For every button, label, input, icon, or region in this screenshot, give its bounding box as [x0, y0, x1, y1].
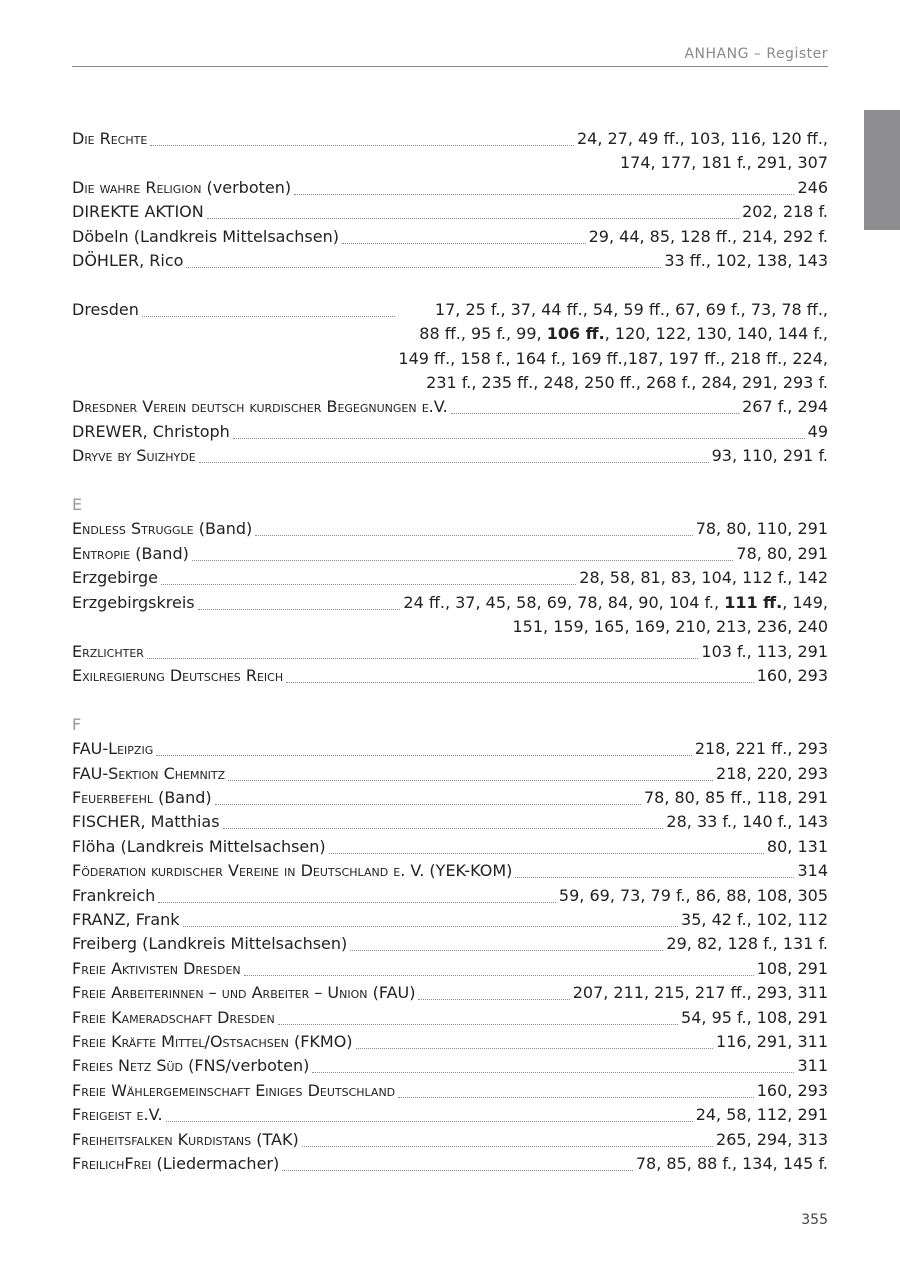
page-references: [767, 835, 828, 859]
page-references: [573, 981, 828, 1005]
page-reference-line: 28, 58, 81, 83, 104, 112 f., 142: [579, 568, 828, 588]
page-references: [716, 762, 828, 786]
index-term: Dryve by Suizhyde: [72, 446, 196, 466]
page-reference-line: 54, 95 f., 108, 291: [681, 1007, 828, 1027]
section-letter: E: [72, 495, 83, 515]
dot-leader: [278, 1006, 678, 1025]
index-term: Dresden: [72, 299, 139, 319]
page-reference-line: 29, 82, 128 f., 131 f.: [666, 934, 828, 954]
page-reference-line: 311: [797, 1056, 828, 1076]
section-gap: [72, 688, 828, 712]
index-entry: [72, 1079, 828, 1103]
index-term: Freie Aktivisten Dresden: [72, 958, 241, 978]
index-term: Freiheitsfalken Kurdistans (TAK): [72, 1129, 299, 1149]
page-reference-line: 103 f., 113, 291: [701, 641, 828, 661]
index-term: Flöha (Landkreis Mittelsachsen): [72, 836, 326, 856]
dot-leader: [342, 225, 586, 244]
dot-leader: [350, 932, 663, 951]
dot-leader: [142, 298, 396, 317]
dot-leader: [147, 640, 698, 659]
index-term: Döbeln (Landkreis Mittelsachsen): [72, 226, 339, 246]
page-reference-line: 207, 211, 215, 217 ff., 293, 311: [572, 983, 828, 1003]
page-reference-line: 78, 80, 291: [736, 543, 828, 563]
index-entry: [72, 908, 828, 932]
section-letter: F: [72, 714, 82, 734]
page-references: [666, 810, 828, 834]
page-reference-line: 29, 44, 85, 128 ff., 214, 292 f.: [588, 226, 828, 246]
page-references: [742, 200, 828, 224]
dot-leader: [156, 737, 692, 756]
dot-leader: [312, 1054, 794, 1073]
page-reference-line: 80, 131: [766, 836, 828, 856]
page-references: [797, 859, 828, 883]
index-term: Erzgebirge: [72, 568, 158, 588]
index-term: DREWER, Christoph: [72, 421, 230, 441]
page-reference-line: 17, 25 f., 37, 44 ff., 54, 59 ff., 67, 69 f., 73, 78 ff.,: [434, 299, 828, 319]
page-number: 355: [801, 1212, 828, 1228]
page-reference-line: 108, 291: [756, 958, 828, 978]
index-term: FAU-Leipzig: [72, 739, 154, 759]
index-entry: [72, 762, 828, 786]
index-entry: [72, 835, 828, 859]
index-entry: [72, 420, 828, 444]
index-term: DÖHLER, Rico: [72, 251, 184, 271]
index-term: Frankreich: [72, 885, 156, 905]
dot-leader: [186, 249, 661, 268]
page-reference-line: 265, 294, 313: [716, 1129, 828, 1149]
dot-leader: [198, 591, 401, 610]
index-term: Erzgebirgskreis: [72, 592, 195, 612]
dot-leader: [418, 981, 569, 1000]
dot-leader: [161, 566, 576, 585]
page-reference-line: 149 ff., 158 f., 164 f., 169 ff.,187, 197 ff., 218 ff., 224,: [398, 348, 828, 368]
page-references: [696, 517, 828, 541]
page-reference-line: 174, 177, 181 f., 291, 307: [619, 153, 828, 173]
page-references: [681, 908, 828, 932]
page-references: [636, 1152, 828, 1176]
page-references: [757, 1079, 828, 1103]
page-reference-line: 33 ff., 102, 138, 143: [664, 251, 828, 271]
index-term: Erzlichter: [72, 641, 144, 661]
index-term: Die Rechte: [72, 129, 148, 148]
index-entry: [72, 1152, 828, 1176]
page-references: [664, 249, 828, 273]
dot-leader: [244, 957, 754, 976]
page-references: [716, 1128, 828, 1152]
index-term: Freie Arbeiterinnen – und Arbeiter – Union (FAU): [72, 983, 416, 1003]
dot-leader: [233, 420, 805, 439]
dot-leader: [166, 1103, 693, 1122]
page-references: [589, 225, 828, 249]
page-references: [797, 176, 828, 200]
dot-leader: [294, 176, 794, 195]
page-references: [681, 1006, 828, 1030]
index-entry: [72, 810, 828, 834]
index-entry: [72, 1128, 828, 1152]
page-reference-line: 202, 218 f.: [742, 202, 828, 222]
dot-leader: [150, 127, 574, 146]
dot-leader: [329, 835, 764, 854]
index-entry: [72, 517, 828, 541]
thumb-index-tab: [864, 110, 900, 230]
section-gap: [72, 469, 828, 493]
page-reference-line: 246: [797, 177, 828, 197]
index-entry: [72, 884, 828, 908]
index-term: Dresdner Verein deutsch kurdischer Begegnungen e.V.: [72, 397, 448, 417]
index-entry: [72, 566, 828, 590]
index-entry: [72, 1054, 828, 1078]
index-entry: [72, 542, 828, 566]
page-reference-line: 49: [807, 421, 828, 441]
index-entry: [72, 664, 828, 688]
dot-leader: [286, 664, 754, 683]
index-term: Föderation kurdischer Vereine in Deutschland e. V. (YEK-KOM): [72, 861, 513, 881]
page-references: [757, 664, 828, 688]
index-entry: [72, 127, 828, 176]
dot-leader: [255, 517, 692, 536]
page-references: [666, 932, 828, 956]
index-term: Feuerbefehl (Band): [72, 787, 212, 807]
index-term: Freigeist e.V.: [72, 1105, 163, 1125]
index-entry: [72, 1103, 828, 1127]
page-reference-line: 218, 221 ff., 293: [694, 739, 828, 759]
page-references: [644, 786, 828, 810]
index-entry: [72, 395, 828, 419]
dot-leader: [223, 810, 664, 829]
page-references: [695, 737, 828, 761]
page-reference-line: 151, 159, 165, 169, 210, 213, 236, 240: [512, 617, 828, 637]
index-entry: [72, 1030, 828, 1054]
page-reference-line: 160, 293: [756, 665, 828, 685]
page-reference-line: 267 f., 294: [742, 397, 828, 417]
page-reference-line: 160, 293: [756, 1080, 828, 1100]
index-entry: [72, 249, 828, 273]
page-references: [757, 957, 828, 981]
page-reference-line: 231 f., 235 ff., 248, 250 ff., 268 f., 284, 291, 293 f.: [426, 373, 828, 393]
index-term: FISCHER, Matthias: [72, 812, 220, 832]
page-references: [398, 298, 828, 396]
index-entry: [72, 640, 828, 664]
dot-leader: [215, 786, 641, 805]
index-entry: [72, 932, 828, 956]
page-references: [559, 884, 828, 908]
page-reference-line: 24, 27, 49 ff., 103, 116, 120 ff.,: [576, 129, 828, 148]
dot-leader: [192, 542, 734, 561]
index-term: Exilregierung Deutsches Reich: [72, 665, 284, 685]
page-references: [797, 1054, 828, 1078]
running-header: ANHANG – Register: [684, 46, 828, 62]
page-reference-line: 59, 69, 73, 79 f., 86, 88, 108, 305: [558, 885, 828, 905]
page-references: [696, 1103, 828, 1127]
dot-leader: [451, 395, 739, 414]
index-entry: [72, 859, 828, 883]
dot-leader: [207, 200, 739, 219]
page-references: [579, 566, 828, 590]
index-term: Die wahre Religion (verboten): [72, 177, 292, 197]
index-entry: [72, 298, 828, 396]
header-rule: [72, 66, 828, 67]
dot-leader: [302, 1128, 713, 1147]
index-entry: [72, 225, 828, 249]
page-references: [716, 1030, 828, 1054]
section-gap: [72, 273, 828, 297]
index-entry: [72, 444, 828, 468]
index-term: Endless Struggle (Band): [72, 519, 253, 539]
index-entry: [72, 981, 828, 1005]
index-term: FRANZ, Frank: [72, 909, 180, 929]
index-term: Freie Kräfte Mittel/Ostsachsen (FKMO): [72, 1031, 353, 1051]
dot-leader: [228, 762, 713, 781]
index-term: FAU-Sektion Chemnitz: [72, 763, 226, 783]
page-reference-line: 218, 220, 293: [716, 763, 828, 783]
dot-leader: [199, 444, 709, 463]
page-references: [403, 591, 828, 640]
page-references: [701, 640, 828, 664]
dot-leader: [356, 1030, 713, 1049]
index-term: FreilichFrei (Liedermacher): [72, 1154, 280, 1174]
index-term: Freies Netz Süd (FNS/verboten): [72, 1056, 310, 1076]
index-term: DIREKTE AKTION: [72, 202, 204, 222]
dot-leader: [515, 859, 794, 878]
page-reference-line: 35, 42 f., 102, 112: [681, 909, 828, 929]
index-term: Freie Wählergemeinschaft Einiges Deutschland: [72, 1080, 396, 1100]
page-references: [577, 127, 828, 176]
index-entry: [72, 176, 828, 200]
page-reference-line: 78, 80, 85 ff., 118, 291: [643, 787, 828, 807]
page-reference-line: 24, 58, 112, 291: [695, 1105, 828, 1125]
index-entry: [72, 200, 828, 224]
page-reference-line: 78, 85, 88 f., 134, 145 f.: [635, 1154, 828, 1174]
page-reference-line: 78, 80, 110, 291: [695, 519, 828, 539]
page-references: [808, 420, 828, 444]
dot-leader: [398, 1079, 754, 1098]
index-entry: [72, 1006, 828, 1030]
page-reference-line: 28, 33 f., 140 f., 143: [666, 812, 828, 832]
page-reference-line: 93, 110, 291 f.: [711, 446, 828, 466]
page-reference-line: 24 ff., 37, 45, 58, 69, 78, 84, 90, 104 f., 111 ff., 149,: [403, 592, 828, 612]
page-reference-line: 88 ff., 95 f., 99, 106 ff., 120, 122, 130, 140, 144 f.,: [419, 324, 828, 344]
page-references: [736, 542, 828, 566]
index-entry: [72, 957, 828, 981]
index-entry: [72, 786, 828, 810]
index-entry: [72, 737, 828, 761]
page-references: [742, 395, 828, 419]
dot-leader: [158, 884, 556, 903]
register-index: [72, 127, 828, 1176]
index-entry: [72, 591, 828, 640]
dot-leader: [183, 908, 679, 927]
index-term: Entropie (Band): [72, 543, 189, 563]
page-reference-line: 116, 291, 311: [716, 1031, 828, 1051]
page-references: [712, 444, 828, 468]
index-term: Freiberg (Landkreis Mittelsachsen): [72, 934, 348, 954]
page-reference-line: 314: [797, 861, 828, 881]
index-term: Freie Kameradschaft Dresden: [72, 1007, 275, 1027]
dot-leader: [282, 1152, 633, 1171]
